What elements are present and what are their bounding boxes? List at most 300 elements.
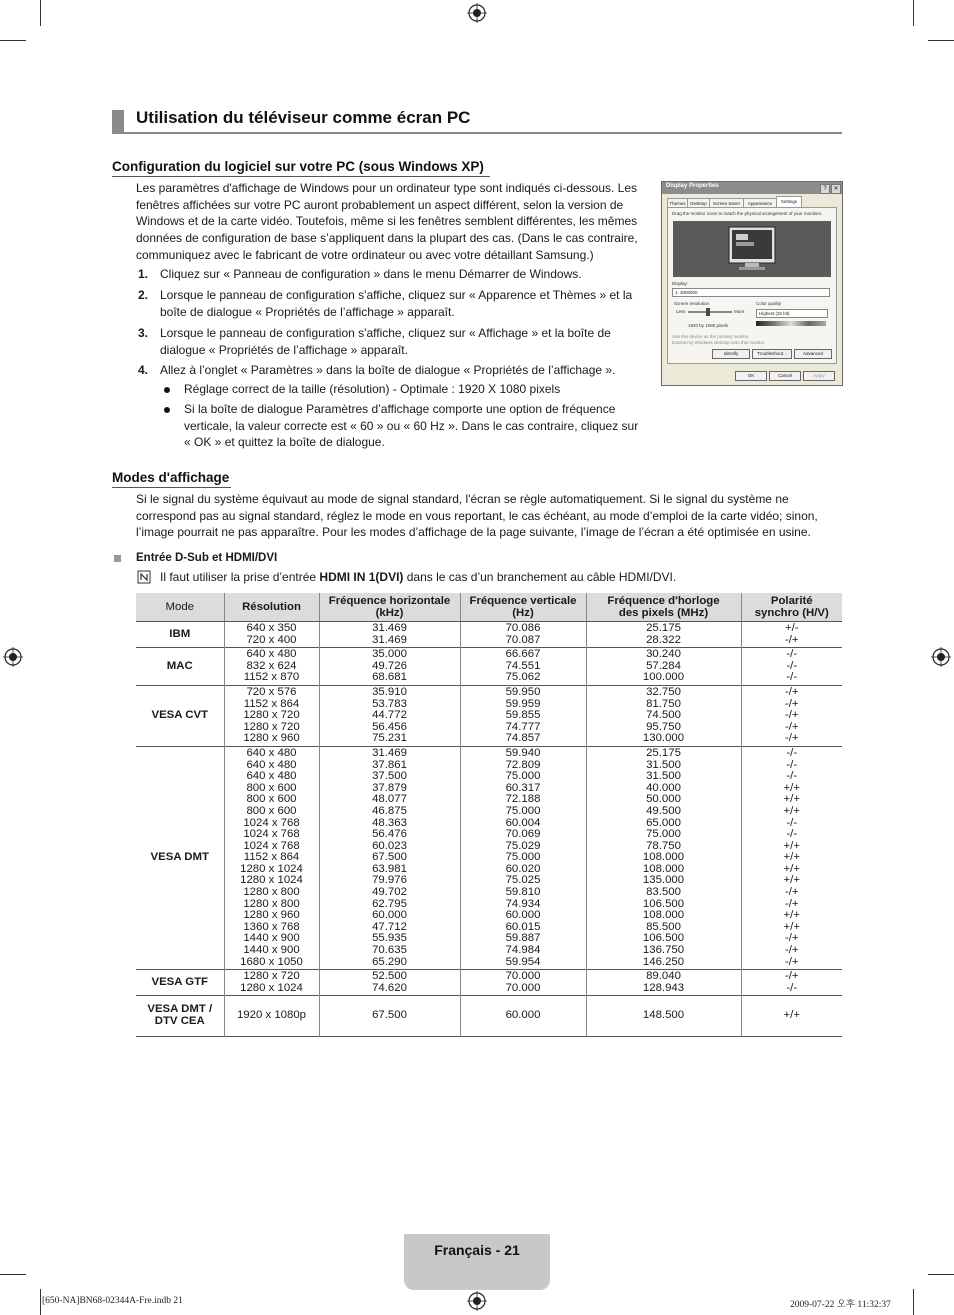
resolution-slider[interactable] <box>688 311 732 313</box>
cell-line: 800 x 600 <box>246 781 297 794</box>
cell-line: 1024 x 768 <box>243 816 300 829</box>
cell-line: -/+ <box>784 970 799 983</box>
header-line: Fréquence d'horloge <box>607 595 720 607</box>
cell-line: 1280 x 1024 <box>240 981 303 994</box>
cell-line: 37.861 <box>372 758 407 771</box>
cell-line: +/+ <box>783 1009 800 1022</box>
cell-line: 75.025 <box>505 874 541 887</box>
section-rule <box>112 132 842 134</box>
cell-line: -/+ <box>784 685 799 698</box>
resolution-cell <box>224 970 319 996</box>
vfreq-cell <box>460 746 586 969</box>
header-resolution: Résolution <box>224 593 319 622</box>
cell-line: VESA DMT <box>150 851 209 864</box>
cell-line: 46.875 <box>372 804 407 817</box>
cell-line: 720 x 576 <box>246 685 297 698</box>
cell-line: 1280 x 800 <box>243 897 300 910</box>
cell-line: 800 x 600 <box>246 804 297 817</box>
cell-line: -/- <box>786 648 798 661</box>
cell-line: 75.000 <box>505 804 541 817</box>
color-quality-label: Color quality <box>756 301 782 306</box>
polarity-cell <box>741 685 842 746</box>
polarity-cell <box>741 746 842 969</box>
cell-line: 31.469 <box>372 622 407 634</box>
cell-line: 83.500 <box>646 886 681 899</box>
cell-line: 640 x 480 <box>246 746 297 759</box>
text-line: Lorsque le panneau de configuration s'affiche, cliquez sur « Apparence et Thèmes » et la <box>160 288 633 302</box>
cell-line: -/- <box>786 758 798 771</box>
text-line: « OK » et quittez la boîte de dialogue. <box>184 435 385 450</box>
crop-mark <box>0 40 26 41</box>
tab-settings[interactable]: Settings <box>776 196 802 208</box>
step-number: 1. <box>138 267 149 281</box>
tab-desktop[interactable]: Desktop <box>687 198 710 208</box>
text-line: l’image pourrait ne pas apparaître. Pour les modes d’affichage de la page suivante, l’image de l’écran a été optimisée en usine. <box>136 525 811 540</box>
resolution-label: Screen resolution <box>674 301 710 306</box>
cell-line: 70.069 <box>505 828 541 841</box>
dialog-instruction: Drag the monitor icons to match the physical arrangement of your monitors. <box>672 211 823 216</box>
settings-panel <box>667 207 837 364</box>
polarity-cell <box>741 996 842 1036</box>
cell-line: 31.500 <box>646 758 681 771</box>
cell-line: VESA DMT / <box>147 1003 213 1016</box>
crop-mark <box>928 40 954 41</box>
cell-line: -/- <box>786 746 798 759</box>
clock-cell <box>586 622 741 648</box>
polarity-cell <box>741 622 842 648</box>
page-number: Français - 21 <box>434 1242 520 1258</box>
cell-line: 70.000 <box>505 981 541 994</box>
cell-line: -/- <box>786 671 798 684</box>
cell-line: 44.772 <box>372 709 407 722</box>
cell-line: IBM <box>169 627 191 640</box>
hfreq-cell <box>319 685 460 746</box>
cell-line: 74.857 <box>505 732 541 745</box>
cell-line: 59.940 <box>505 746 541 759</box>
modes-heading-underline <box>112 487 231 488</box>
step-text <box>160 362 650 379</box>
cell-line: 59.950 <box>505 685 541 698</box>
step-number: 4. <box>138 363 149 377</box>
cell-line: 67.500 <box>372 1009 407 1022</box>
cell-line: 59.887 <box>505 932 541 945</box>
square-bullet-icon <box>114 555 121 562</box>
cell-line: 106.500 <box>642 932 685 945</box>
cell-line: 135.000 <box>642 874 685 887</box>
cell-line: 136.750 <box>642 944 685 957</box>
cell-line: 60.000 <box>505 1009 541 1022</box>
clock-cell <box>586 996 741 1036</box>
hfreq-cell <box>319 746 460 969</box>
cell-line: 57.284 <box>646 659 681 672</box>
clock-cell <box>586 648 741 686</box>
text-line: Allez à l’onglet « Paramètres » dans la boîte de dialogue « Propriétés de l’affichage ». <box>160 363 616 377</box>
cell-line: 1680 x 1050 <box>240 955 303 968</box>
table-row <box>136 746 842 969</box>
resolution-cell <box>224 746 319 969</box>
cell-line: 48.363 <box>372 816 407 829</box>
cell-line: 59.954 <box>505 955 541 968</box>
header-line: Fréquence verticale <box>469 595 577 607</box>
cell-line: -/+ <box>784 932 799 945</box>
cell-line: 65.000 <box>646 816 681 829</box>
cell-line: 75.000 <box>646 828 681 841</box>
header-line: Polarité <box>770 595 813 607</box>
mode-cell <box>136 685 224 746</box>
text-line: Cliquez sur « Panneau de configuration » dans le menu Démarrer de Windows. <box>160 267 582 281</box>
cell-line: 60.000 <box>372 909 407 922</box>
table-body <box>136 622 842 1037</box>
cell-line: 106.500 <box>642 897 685 910</box>
header-hfreq <box>319 593 460 622</box>
cancel-button[interactable]: Cancel <box>769 371 801 381</box>
cell-line: 70.000 <box>505 970 541 983</box>
cell-line: 1920 x 1080p <box>236 1009 307 1022</box>
text-line: boîte de dialogue « Propriétés de l’affichage » apparaît. <box>160 304 455 319</box>
cell-line: 32.750 <box>646 685 681 698</box>
cell-line: 100.000 <box>642 671 685 684</box>
cell-line: -/- <box>786 828 798 841</box>
cell-line: 1280 x 960 <box>243 909 300 922</box>
cell-line: +/+ <box>783 839 800 852</box>
cell-line: -/+ <box>784 886 799 899</box>
step-text <box>160 325 650 358</box>
text-line: communiquez avec le fabricant de votre ordinateur ou avec votre détaillant Samsung.) <box>136 247 594 262</box>
cell-line: -/+ <box>784 633 799 646</box>
cell-line: 30.240 <box>646 648 681 661</box>
hdmi-note <box>160 569 676 586</box>
cell-line: 59.959 <box>505 697 541 710</box>
cell-line: 60.000 <box>505 909 541 922</box>
display-select[interactable]: 1. 3000000 <box>672 288 830 297</box>
cell-line: +/+ <box>783 851 800 864</box>
cell-line: 1280 x 1024 <box>240 862 303 875</box>
cell-line: +/+ <box>783 793 800 806</box>
cell-line: 74.777 <box>505 720 541 733</box>
primary-monitor-checkbox[interactable]: Use this device as the primary monitor. <box>672 334 750 339</box>
display-label: Display: <box>672 281 689 286</box>
identify-button[interactable]: Identify <box>712 349 750 359</box>
cell-line: 640 x 480 <box>246 770 297 783</box>
cell-line: 56.456 <box>372 720 407 733</box>
config-intro <box>136 180 651 264</box>
cell-line: 640 x 480 <box>246 648 297 661</box>
modes-intro <box>136 491 842 541</box>
cell-line: 148.500 <box>642 1009 685 1022</box>
dialog-title: Display Properties <box>666 183 719 189</box>
cell-line: VESA GTF <box>151 976 209 989</box>
registration-mark-icon <box>467 1291 487 1311</box>
cell-line: 72.188 <box>505 793 541 806</box>
display-modes-table <box>136 593 842 1037</box>
cell-line: 65.290 <box>372 955 407 968</box>
cell-line: 108.000 <box>642 909 685 922</box>
tab-themes[interactable]: Themes <box>667 198 688 208</box>
table-row <box>136 648 842 686</box>
header-line: (kHz) <box>375 607 404 619</box>
cell-line: 31.469 <box>372 746 407 759</box>
cell-line: 47.712 <box>372 920 407 933</box>
text-line: données de configuration de base s’appliquent dans la plupart des cas. (Dans le cas contraire, <box>136 231 638 246</box>
less-label: Less <box>676 309 686 314</box>
cell-line: 70.635 <box>372 944 407 957</box>
text-line: Si le signal du système équivaut au mode de signal standard, l'écran se règle automatiquement. Si le signal du système ne <box>136 492 789 506</box>
cell-line: 67.500 <box>372 851 407 864</box>
slider-thumb[interactable] <box>706 308 710 316</box>
file-info: [650-NA]BN68-02344A-Fre.indb 21 <box>42 1296 183 1306</box>
cell-line: 75.000 <box>505 851 541 864</box>
crop-mark <box>40 0 41 26</box>
cell-line: 640 x 480 <box>246 758 297 771</box>
cell-line: -/+ <box>784 709 799 722</box>
cell-line: -/+ <box>784 732 799 745</box>
cell-line: 37.879 <box>372 781 407 794</box>
text-line: Windows et de la carte vidéo. Toutefois, même si les fenêtres semblent différentes, les mêmes <box>136 214 638 229</box>
crop-mark <box>928 1274 954 1275</box>
registration-mark-icon <box>931 647 951 667</box>
cell-line: -/- <box>786 770 798 783</box>
polarity-cell <box>741 648 842 686</box>
cell-line: 146.250 <box>642 955 685 968</box>
cell-line: 108.000 <box>642 851 685 864</box>
section-title: Utilisation du téléviseur comme écran PC <box>136 108 471 127</box>
cell-line: 81.750 <box>646 697 681 710</box>
cell-line: 62.795 <box>372 897 407 910</box>
cell-line: 74.934 <box>505 897 541 910</box>
bullet-text <box>184 381 654 398</box>
cell-line: 640 x 350 <box>246 622 297 634</box>
config-heading-underline <box>112 176 490 177</box>
advanced-button[interactable]: Advanced <box>794 349 832 359</box>
header-mode: Mode <box>136 593 224 622</box>
registration-mark-icon <box>467 3 487 23</box>
display-properties-dialog <box>661 181 843 386</box>
text-line: Réglage correct de la taille (résolution) - Optimale : 1920 X 1080 pixels <box>184 382 561 396</box>
config-heading: Configuration du logiciel sur votre PC (sous Windows XP) <box>112 159 484 174</box>
cell-line: -/- <box>786 659 798 672</box>
cell-line: 95.750 <box>646 720 681 733</box>
cell-line: 35.910 <box>372 685 407 698</box>
modes-heading: Modes d'affichage <box>112 470 230 485</box>
cell-line: 25.175 <box>646 622 681 634</box>
cell-line: 800 x 600 <box>246 793 297 806</box>
color-bar <box>756 321 826 326</box>
table-header-row <box>136 593 842 622</box>
cell-line: +/+ <box>783 804 800 817</box>
cell-line: 55.935 <box>372 932 407 945</box>
text-line: verticale, la valeur correcte est « 60 » ou « 60 Hz ». Dans le cas contraire, cliquez sur <box>184 418 639 433</box>
more-label: More <box>734 309 745 314</box>
cell-line: 70.086 <box>505 622 541 634</box>
cell-line: 89.040 <box>646 970 681 983</box>
vfreq-cell <box>460 648 586 686</box>
cell-line: 25.175 <box>646 746 681 759</box>
bullet-icon <box>164 407 170 413</box>
clock-cell <box>586 970 741 996</box>
resolution-value: 1920 by 1080 pixels <box>688 323 729 328</box>
note-icon <box>137 570 151 584</box>
tab-screen-saver[interactable]: Screen Saver <box>709 198 744 208</box>
text-line: fenêtres affichées sur votre PC auront probablement un aspect différent, selon la version de <box>136 197 624 212</box>
cell-line: DTV CEA <box>154 1015 205 1027</box>
cell-line: 1280 x 1024 <box>240 874 303 887</box>
header-line: des pixels (MHz) <box>618 607 709 619</box>
dialog-titlebar <box>662 182 842 194</box>
cell-line: 59.810 <box>505 886 541 899</box>
cell-line: 1360 x 768 <box>243 920 300 933</box>
table-row <box>136 970 842 996</box>
registration-mark-icon <box>3 647 23 667</box>
cell-line: 49.702 <box>372 886 407 899</box>
input-label: Entrée D-Sub et HDMI/DVI <box>136 552 278 564</box>
cell-line: 60.023 <box>372 839 407 852</box>
text-line: dialogue « Propriétés de l’affichage » apparaît. <box>160 342 408 357</box>
cell-line: 63.981 <box>372 862 407 875</box>
cell-line: 1440 x 900 <box>243 932 300 945</box>
cell-line: 1024 x 768 <box>243 839 300 852</box>
crop-mark <box>0 1274 26 1275</box>
table-row <box>136 996 842 1036</box>
cell-line: 53.783 <box>372 697 407 710</box>
mode-cell <box>136 996 224 1036</box>
resolution-cell <box>224 996 319 1036</box>
cell-line: 66.667 <box>505 648 541 661</box>
mode-cell <box>136 746 224 969</box>
note-bold: HDMI IN 1(DVI) <box>319 570 404 584</box>
cell-line: 60.015 <box>505 920 541 933</box>
cell-line: 74.620 <box>372 981 407 994</box>
header-polarity <box>741 593 842 622</box>
note-text: dans le cas d’un branchement au câble HDMI/DVI. <box>403 570 677 584</box>
cell-line: 79.976 <box>372 874 407 887</box>
resolution-cell <box>224 685 319 746</box>
step-text <box>160 266 650 283</box>
cell-line: 74.500 <box>646 709 681 722</box>
date-info: 2009-07-22 오후 11:32:37 <box>790 1300 891 1310</box>
mode-cell <box>136 622 224 648</box>
cell-line: +/+ <box>783 862 800 875</box>
table-row <box>136 622 842 648</box>
bullet-text <box>184 401 654 451</box>
vfreq-cell <box>460 970 586 996</box>
crop-mark <box>913 1289 914 1315</box>
text-line: Les paramètres d'affichage de Windows pour un ordinateur type sont indiqués ci-dessous. Les <box>136 181 638 195</box>
cell-line: 70.087 <box>505 633 541 646</box>
cell-line: 78.750 <box>646 839 681 852</box>
crop-mark <box>913 0 914 26</box>
cell-line: 75.029 <box>505 839 541 852</box>
cell-line: MAC <box>166 659 193 672</box>
crop-mark <box>40 1289 41 1315</box>
vfreq-cell <box>460 622 586 648</box>
cell-line: 60.020 <box>505 862 541 875</box>
bullet-icon <box>164 387 170 393</box>
header-vfreq <box>460 593 586 622</box>
cell-line: 28.322 <box>646 633 681 646</box>
section-bar <box>112 110 124 132</box>
note-text: Il faut utiliser la prise d’entrée <box>160 570 320 584</box>
cell-line: 49.726 <box>372 659 407 672</box>
hfreq-cell <box>319 996 460 1036</box>
clock-cell <box>586 685 741 746</box>
header-line: (Hz) <box>512 607 534 619</box>
monitor-arrangement-area[interactable] <box>673 221 831 277</box>
step-number: 2. <box>138 288 149 302</box>
cell-line: 85.500 <box>646 920 681 933</box>
hfreq-cell <box>319 622 460 648</box>
cell-line: 1152 x 864 <box>243 851 300 864</box>
troubleshoot-button[interactable]: Troubleshoot... <box>752 349 792 359</box>
header-clock <box>586 593 741 622</box>
monitor-icon[interactable] <box>727 225 777 273</box>
table-row <box>136 685 842 746</box>
text-line: Lorsque le panneau de configuration s'affiche, cliquez sur « Affichage » et la boîte de <box>160 326 611 340</box>
cell-line: 48.077 <box>372 793 407 806</box>
cell-line: 74.984 <box>505 944 541 957</box>
cell-line: 49.500 <box>646 804 681 817</box>
cell-line: 1280 x 960 <box>243 732 300 745</box>
cell-line: 59.855 <box>505 709 541 722</box>
vfreq-cell <box>460 685 586 746</box>
cell-line: -/- <box>786 816 798 829</box>
mode-cell <box>136 970 224 996</box>
text-line: Si la boîte de dialogue Paramètres d’affichage comporte une option de fréquence <box>184 402 616 416</box>
cell-line: 31.469 <box>372 633 407 646</box>
hfreq-cell <box>319 648 460 686</box>
extend-desktop-checkbox[interactable]: Extend my Windows desktop onto this monitor. <box>672 340 766 345</box>
cell-line: 75.062 <box>505 671 541 684</box>
polarity-cell <box>741 970 842 996</box>
cell-line: -/+ <box>784 944 799 957</box>
apply-button[interactable]: Apply <box>803 371 835 381</box>
color-quality-select[interactable]: Highest (32 bit) <box>756 309 828 318</box>
ok-button[interactable]: OK <box>735 371 767 381</box>
cell-line: VESA CVT <box>151 709 209 722</box>
cell-line: 40.000 <box>646 781 681 794</box>
cell-line: 37.500 <box>372 770 407 783</box>
cell-line: -/+ <box>784 955 799 968</box>
mode-cell <box>136 648 224 686</box>
cell-line: 130.000 <box>642 732 685 745</box>
close-button[interactable]: ✕ <box>831 184 841 194</box>
cell-line: 72.809 <box>505 758 541 771</box>
cell-line: 75.000 <box>505 770 541 783</box>
cell-line: 60.004 <box>505 816 541 829</box>
cell-line: +/+ <box>783 920 800 933</box>
header-line: Fréquence horizontale <box>328 595 451 607</box>
tab-appearance[interactable]: Appearance <box>743 198 777 208</box>
cell-line: 31.500 <box>646 770 681 783</box>
cell-line: -/- <box>786 981 798 994</box>
cell-line: +/+ <box>783 874 800 887</box>
cell-line: 1152 x 870 <box>243 671 300 684</box>
cell-line: 68.681 <box>372 671 407 684</box>
help-button[interactable]: ? <box>820 184 830 194</box>
cell-line: 1280 x 720 <box>243 970 300 983</box>
text-line: correspond pas au signal standard, réglez le mode en vous reportant, le cas échéant, au mode d’emploi de la carte vidéo; sinon, <box>136 508 818 523</box>
cell-line: 832 x 624 <box>246 659 297 672</box>
cell-line: 50.000 <box>646 793 681 806</box>
cell-line: 1152 x 864 <box>243 697 300 710</box>
vfreq-cell <box>460 996 586 1036</box>
cell-line: -/+ <box>784 897 799 910</box>
cell-line: 1280 x 720 <box>243 720 300 733</box>
cell-line: 108.000 <box>642 862 685 875</box>
cell-line: -/+ <box>784 720 799 733</box>
cell-line: +/+ <box>783 909 800 922</box>
hfreq-cell <box>319 970 460 996</box>
resolution-cell <box>224 648 319 686</box>
